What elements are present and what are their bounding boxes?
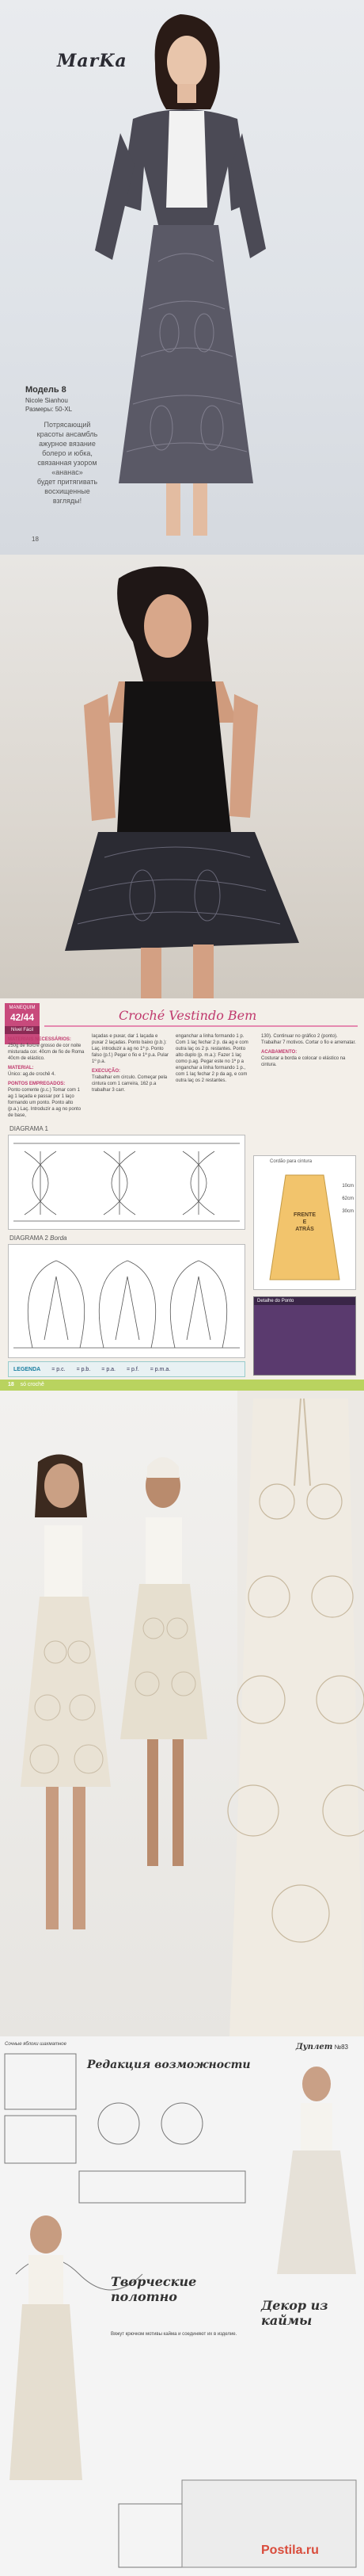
instructions-col-1 [8,1033,85,1119]
caption-line: красоты ансамбль [36,430,98,438]
instructions-col-2 [92,1033,169,1093]
diagram-2-label [9,1235,67,1242]
skirt-schematic [253,1155,356,1290]
dimension-label: 30cm [342,1209,354,1214]
schematic-label-front: FRENTE [294,1212,316,1218]
collage-heading-3: Декор из каймы [261,2298,328,2328]
instructions-col-4 [261,1033,356,1068]
schematic-top-label: Cordão para cintura [270,1159,313,1164]
diagram-1-chart [9,1135,245,1229]
magazine-collage-motifs [0,2036,364,2576]
caption-line: будет притягивать [36,478,98,486]
magazine-issue: №83 [334,2044,348,2051]
page-number: 18 [32,536,39,543]
model-designer: Nicole Sianhou [25,397,68,404]
diagram-2-chart [9,1245,245,1357]
legend-item: = p.m.a. [150,1366,171,1372]
collage-heading-2: Творческие полотно [111,2274,197,2304]
dimension-label: 62cm [342,1196,354,1201]
stitch-detail-photo [253,1296,356,1376]
diagram-1-label: DIAGRAMA 1 [9,1125,48,1132]
model-caption [24,420,111,506]
caption-line: взгляды! [52,497,82,505]
schematic-dimensions [342,1180,354,1218]
section-heading: PONTOS EMPREGADOS: [8,1082,66,1086]
section-text: Ponto corrente (p.c.) Tomar com 1 ag 1 laçada e passar por 1 laço formando um ponto. Ponto alto (p.a.) Laç. Introduzir a ag no ponto de base, [8,1088,82,1118]
legend-item: = p.b. [76,1366,91,1372]
section-text: enganchar a linha formando 1 p. Com 1 laç fechar 2 p. da ag e com outra laç os 2 p. restantes. Ponto alto duplo (p. m.a.): Fazer 1 laç como p.ag. Pegar este no 1ª p a enganchar a linha formando 1 p., com 1 laç fechar 2 p da ag, e com outra laç os 2 restantes. [176,1034,248,1083]
diagram-2-title: DIAGRAMA 2 [9,1235,48,1242]
caption-line: восхищенные [44,487,90,495]
collage-top-header: Сочные яблоки шахматное [5,2042,66,2047]
caption-line: связанная узором [37,459,97,467]
schematic-label-back: ATRÁS [295,1227,314,1232]
section-heading: EXECUÇÃO: [92,1069,121,1074]
model-meta [25,396,89,414]
title-divider [44,1025,358,1027]
photo-white-lace-skirts [0,1391,364,2036]
difficulty-level: Nível Fácil [5,1026,40,1034]
magazine-brand: Дуплет [295,2043,333,2051]
models-white-skirts-photo [0,1391,364,2036]
pattern-page-croche [0,998,364,1391]
model-photo-black-outfit [0,555,364,998]
crochet-diagram-1 [8,1135,245,1230]
section-text: 250g de fio/cré grosso de cor noite misturada cor. 40cm de fio de Roma 40cm de elástico. [8,1044,85,1061]
pattern-page-title: Croché Vestindo Bem [119,1008,257,1023]
section-text: laçadas e puxar, dar 1 laçada e puxar 2 laçadas. Ponto baixo (p.b.): Laç. introduzir a ag no 1ª p. Ponto falso (p.f.) Pegar o fio e 1ª p.a. Pular 1º p.a. [92,1034,169,1064]
footer-magazine-name: só crochê [20,1382,44,1387]
caption-line: ажурное вязание [39,440,96,448]
section-text: Único: ag.de crochê 4. [8,1072,56,1077]
magazine-brand-title: MarKa [57,51,127,71]
model-number-title: Модель 8 [25,385,66,395]
legend-item: = p.f. [127,1366,139,1372]
photo-black-top-skirt [0,555,364,998]
instructions-col-3 [176,1033,253,1084]
section-text: 130). Continuar no gráfico 2 (ponto). Trabalhar 7 motivos. Cortar o fio e arrematar. [261,1034,356,1045]
site-watermark: Postila.ru [261,2544,319,2557]
caption-line: «ананас» [51,468,83,476]
section-text: Trabalhar em circulo. Começar pela cintura com 1 carreira, 162 p.a trabalhar 3 carr. [92,1075,168,1093]
size-badge-label: MANEQUIM [9,1006,36,1010]
footer-page-number: 18 [8,1382,14,1387]
section-heading: ACABAMENTO: [261,1050,298,1055]
collage-heading-1: Редакция возможности [87,2059,251,2071]
legend-title: LEGENDA [13,1366,41,1372]
caption-line: болеро и юбка, [42,449,93,457]
diagram-2-note: Borda [50,1235,67,1242]
legend-item: = p.a. [101,1366,116,1372]
dimension-label: 10cm [342,1184,354,1189]
collage-body-text: Вяжут крючком мотивы кайма и соединяют их в изделие. [111,2332,237,2337]
crochet-diagram-2 [8,1244,245,1358]
swatch-label: Detalhe do Ponto [254,1297,355,1305]
schematic-labels [290,1212,319,1233]
schematic-label-and: E [302,1219,307,1225]
page-footer [0,1380,364,1391]
caption-line: Потрясающий [44,421,91,429]
legend-item: = p.c. [51,1366,66,1372]
section-heading: MATERIAL: [8,1066,34,1070]
model-sizes: Размеры: 50-XL [25,406,73,413]
magazine-page-marka [0,0,364,555]
section-text: Costurar a borda e colocar o elástico na cintura. [261,1056,346,1067]
section-heading: MATERIAIS NECESSÁRIOS: [8,1037,71,1042]
size-badge-value: 42/44 [9,1012,35,1023]
stitch-legend [8,1361,245,1377]
